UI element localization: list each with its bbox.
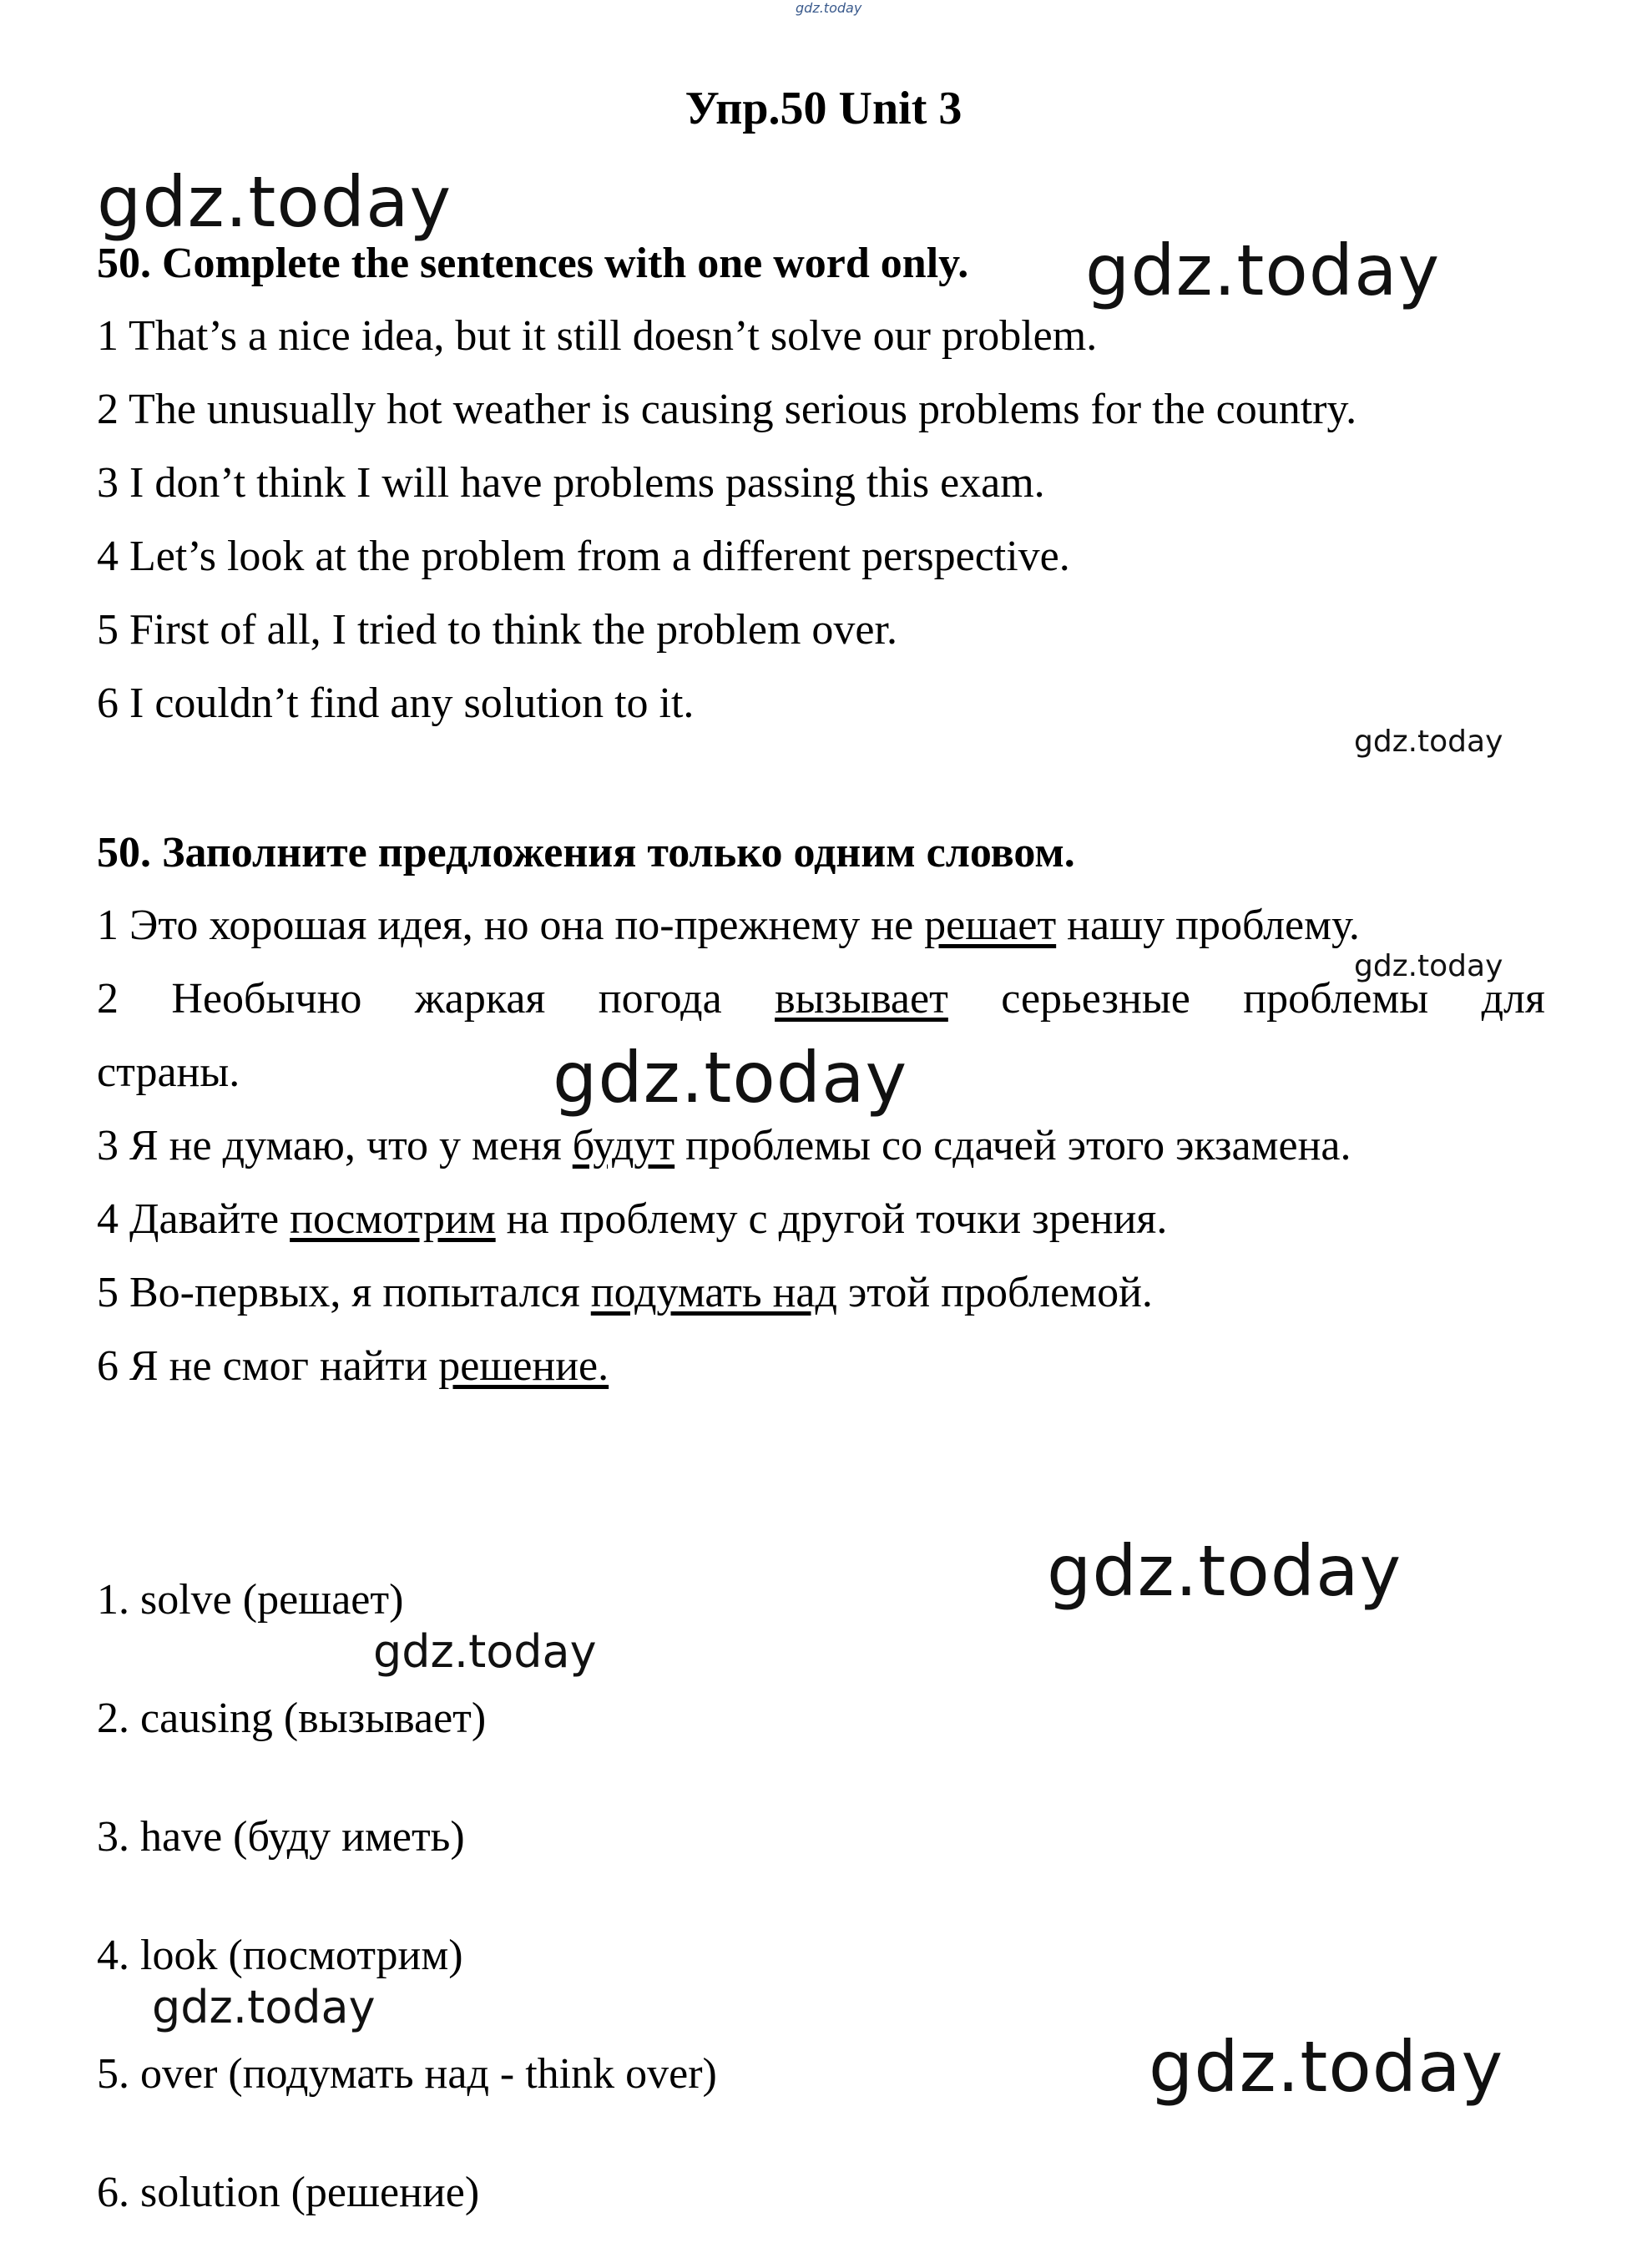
sentence-word: жаркая xyxy=(414,975,546,1023)
english-heading: 50. Complete the sentences with one word only. xyxy=(97,240,969,287)
russian-sentence-2-continuation: страны. xyxy=(97,1048,240,1096)
sentence-text: 3 Я не думаю, что у меня xyxy=(97,1122,573,1169)
sentence-word: для xyxy=(1481,975,1545,1023)
russian-heading: 50. Заполните предложения только одним словом. xyxy=(97,829,1075,876)
english-sentence: 6 I couldn’t find any solution to it. xyxy=(97,679,695,727)
russian-sentence-3 xyxy=(97,1124,1351,1168)
russian-sentence-1 xyxy=(97,904,1360,947)
sentence-word: Необычно xyxy=(171,975,362,1023)
watermark: gdz.today xyxy=(553,1037,908,1119)
sentence-word: проблемы xyxy=(1243,975,1429,1023)
russian-sentence-5 xyxy=(97,1271,1153,1315)
answer-word: решает xyxy=(924,902,1057,949)
answer-word: вызывает xyxy=(775,975,948,1023)
sentence-text: нашу проблему. xyxy=(1056,902,1360,949)
watermark: gdz.today xyxy=(1149,2026,1504,2108)
answer-word: решение. xyxy=(438,1342,609,1390)
russian-sentence-2 xyxy=(97,977,1545,1021)
sentence-text: 5 Во-первых, я попытался xyxy=(97,1269,591,1316)
answer-item: 4. look (посмотрим) xyxy=(97,1932,463,1979)
sentence-word: погода xyxy=(598,975,722,1023)
english-sentence: 5 First of all, I tried to think the problem over. xyxy=(97,606,897,654)
watermark: gdz.today xyxy=(1354,725,1503,759)
sentence-text: 6 Я не смог найти xyxy=(97,1342,439,1390)
watermark: gdz.today xyxy=(373,1625,597,1678)
watermark-top: gdz.today xyxy=(796,0,862,16)
answer-item: 5. over (подумать над - think over) xyxy=(97,2050,717,2098)
answer-item: 6. solution (решение) xyxy=(97,2169,480,2216)
sentence-text: на проблему с другой точки зрения. xyxy=(495,1195,1168,1243)
sentence-text: 4 Давайте xyxy=(97,1195,290,1243)
page-title: Упр.50 Unit 3 xyxy=(685,83,962,134)
russian-sentence-6 xyxy=(97,1342,609,1390)
answer-item: 1. solve (решает) xyxy=(97,1576,404,1624)
answer-word: подумать над xyxy=(590,1269,837,1316)
answer-item: 2. causing (вызывает) xyxy=(97,1695,487,1742)
sentence-text: 1 Это хорошая идея, но она по-прежнему не xyxy=(97,902,925,949)
watermark: gdz.today xyxy=(1354,949,1503,983)
watermark: gdz.today xyxy=(1085,230,1441,311)
english-sentence: 2 The unusually hot weather is causing serious problems for the country. xyxy=(97,386,1357,433)
watermark: gdz.today xyxy=(1047,1530,1402,1612)
sentence-text: проблемы со сдачей этого экзамена. xyxy=(674,1122,1351,1169)
sentence-text: этой проблемой. xyxy=(836,1269,1153,1316)
sentence-word: серьезные xyxy=(1001,975,1190,1023)
russian-sentence-4 xyxy=(97,1195,1168,1243)
english-sentence: 1 That’s a nice idea, but it still doesn’t solve our problem. xyxy=(97,312,1098,360)
watermark: gdz.today xyxy=(97,161,452,243)
watermark: gdz.today xyxy=(152,1981,376,2033)
answer-item: 3. have (буду иметь) xyxy=(97,1813,465,1861)
english-sentence: 4 Let’s look at the problem from a different perspective. xyxy=(97,533,1070,580)
answer-word: будут xyxy=(572,1122,675,1169)
answer-word: посмотрим xyxy=(290,1195,496,1243)
sentence-word: 2 xyxy=(97,975,119,1023)
english-sentence: 3 I don’t think I will have problems passing this exam. xyxy=(97,459,1045,507)
